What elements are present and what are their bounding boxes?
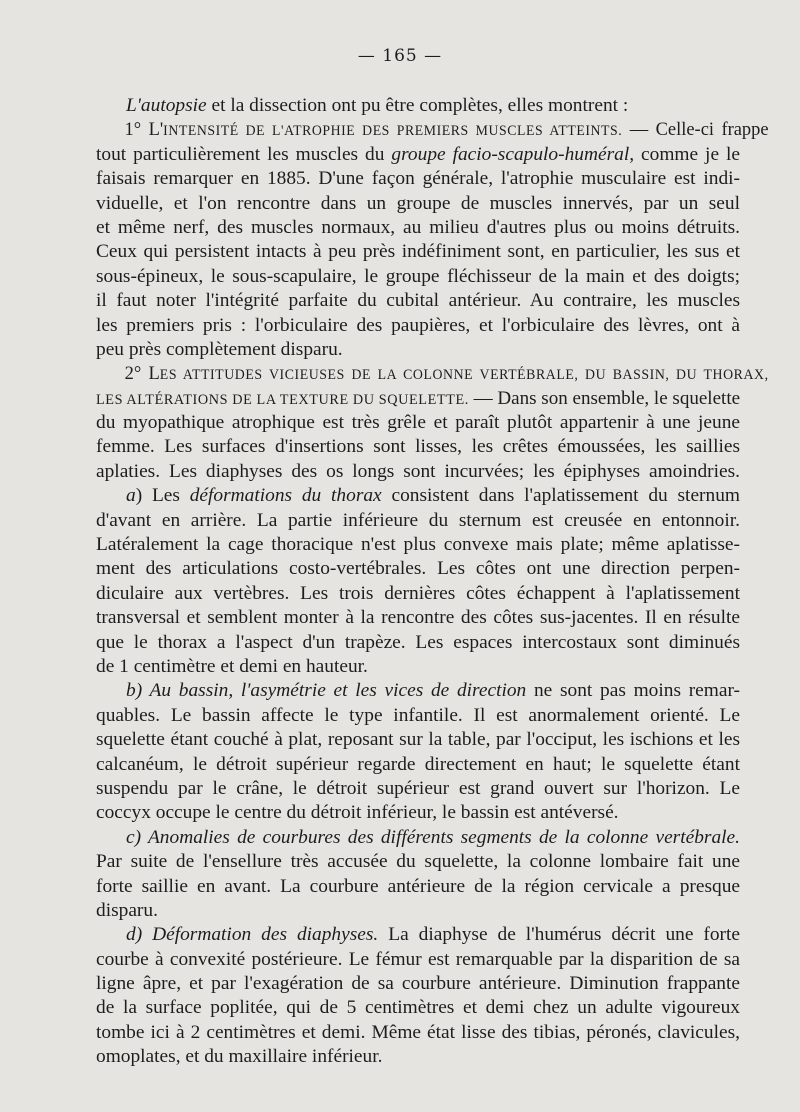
text-line [96, 533, 740, 557]
text-run: de 1 centimètre et demi en hauteur. [96, 655, 368, 677]
text-run: peu près complètement disparu. [96, 338, 343, 360]
text-line [96, 899, 740, 923]
text-line [96, 679, 740, 703]
text-run: Par suite de l'ensellure très accusée du squelette, la colonne lombaire fait une [96, 851, 740, 873]
text-line [96, 972, 740, 996]
text-line [96, 826, 740, 850]
text-run: suspendu par le crâne, le détroit supérieur est grand ouvert sur l'horizon. Le [96, 777, 740, 799]
italic-text: L'autopsie [126, 95, 207, 116]
text-line [96, 289, 740, 313]
text-line [96, 362, 769, 386]
text-line [96, 875, 740, 899]
text-run: quables. Le bassin affecte le type infantile. Il est anormalement orienté. Le [96, 704, 740, 726]
text-line [96, 923, 740, 947]
text-line [96, 265, 740, 289]
italic-text: déformations du thorax [189, 485, 382, 507]
text-line [96, 216, 740, 240]
text-run: forte saillie en avant. La courbure antérieure de la région cervicale a presque [96, 875, 740, 897]
text-run: Ceux qui persistent intacts à peu près indéfiniment sont, en particulier, les sus et [96, 241, 740, 263]
text-run: les premiers pris : l'orbiculaire des paupières, et l'orbiculaire des lèvres, ont à [96, 314, 740, 336]
text-run: courbe à convexité postérieure. Le fémur est remarquable par la disparition de sa [96, 948, 740, 970]
text-run: squelette étant couché à plat, reposant sur la table, par l'occiput, les ischions et les [96, 729, 740, 751]
small-caps-heading: LES ALTÉRATIONS DE LA TEXTURE DU SQUELETTE. [96, 391, 469, 408]
text-run: il faut noter l'intégrité parfaite du cubital antérieur. Au contraire, les muscles [96, 290, 740, 312]
text-run: transversal et semblent monter à la rencontre des côtes sus-jacentes. Il en résulte [96, 607, 740, 629]
text-run: 1° L' [124, 119, 164, 141]
text-line [96, 728, 740, 752]
text-run: diculaire aux vertèbres. Les trois dernières côtes échappent à l'aplatissement [96, 582, 740, 604]
text-line [96, 948, 740, 972]
italic-text: a [126, 485, 136, 507]
text-line [96, 435, 740, 459]
text-run: tout particulièrement les muscles du [96, 143, 392, 165]
text-line [96, 557, 740, 581]
small-caps-heading: ES ATTITUDES VICIEUSES DE LA COLONNE VERTÉBRALE, DU BASSIN, DU THORAX, [159, 367, 769, 384]
text-run: consistent dans l'aplatissement du sternum [381, 485, 740, 507]
text-line [96, 387, 740, 411]
text-line [96, 167, 740, 191]
text-line [96, 143, 740, 167]
text-line [96, 850, 740, 874]
text-line [96, 94, 740, 118]
text-run: femme. Les surfaces d'insertions sont lisses, les crêtes émoussées, les saillies [96, 436, 740, 458]
text-run: sous-épineux, le sous-scapulaire, le groupe fléchisseur de la main et des doigts; [96, 265, 740, 287]
body-text [96, 94, 769, 1070]
italic-text: c) Anomalies de courbures des différents segments de la colonne vertébrale. [126, 826, 740, 848]
italic-text: b) Au bassin, l'asymétrie et les vices de direction [126, 680, 527, 702]
text-run: omoplates, et du maxillaire inférieur. [96, 1046, 383, 1068]
text-line [96, 338, 740, 362]
text-line [96, 655, 740, 679]
text-run: La diaphyse de l'humérus décrit une forte [378, 924, 741, 946]
text-run: tombe ici à 2 centimètres et demi. Même état lisse des tibias, péronés, clavicules, [96, 1021, 740, 1043]
text-run: coccyx occupe le centre du détroit inférieur, le bassin est antéversé. [96, 802, 619, 824]
page-number: — 165 — [357, 46, 443, 66]
text-run: de la surface poplitée, qui de 5 centimètres et demi chez un adulte vigoureux [96, 997, 740, 1019]
text-run: et même nerf, des muscles normaux, au milieu d'autres plus ou moins détruits. [96, 216, 740, 238]
text-run: comme je le [634, 143, 740, 165]
text-line [96, 996, 740, 1020]
italic-text: d) Déformation des diaphyses. [126, 924, 379, 946]
text-line [96, 753, 740, 777]
text-line [96, 606, 740, 630]
text-run: calcanéum, le détroit supérieur regarde directement en haut; le squelette étant [96, 753, 740, 775]
text-run: disparu. [96, 899, 158, 921]
text-line [96, 801, 740, 825]
text-line [96, 509, 740, 533]
text-run: ligne âpre, et par l'exagération de sa courbure antérieure. Diminution frappante [96, 973, 740, 995]
text-run: ment des articulations costo-vertébrales. Les côtes ont une direction perpen- [96, 558, 740, 580]
italic-text: groupe facio-scapulo-huméral, [391, 143, 635, 165]
text-run: d'avant en arrière. La partie inférieure du sternum est creusée en entonnoir. [96, 509, 740, 531]
text-line [96, 411, 740, 435]
text-line [96, 460, 740, 484]
text-line [96, 777, 740, 801]
text-run: faisais remarquer en 1885. D'une façon générale, l'atrophie musculaire est indi- [96, 168, 740, 190]
text-run: Latéralement la cage thoracique n'est plus convexe mais plate; même aplatisse- [96, 534, 740, 556]
text-run: ) Les [135, 485, 190, 507]
text-run: viduelle, et l'on rencontre dans un groupe de muscles innervés, par un seul [96, 192, 740, 214]
text-line [96, 631, 740, 655]
text-run: aplaties. Les diaphyses des os longs sont incurvées; les épiphyses amoindries. [96, 460, 740, 482]
text-run: que le thorax a l'aspect d'un trapèze. Les espaces intercostaux sont diminués [96, 631, 740, 653]
text-line [96, 314, 740, 338]
small-caps-heading: INTENSITÉ DE L'ATROPHIE DES PREMIERS MUSCLES ATTEINTS. [163, 123, 623, 140]
text-run: 2° L [124, 363, 160, 385]
text-line [96, 240, 740, 264]
text-run: — Celle-ci frappe [622, 119, 769, 141]
text-line [96, 582, 740, 606]
text-line [96, 484, 740, 508]
text-line [96, 1021, 740, 1045]
text-run: ne sont pas moins remar- [526, 680, 740, 702]
text-line [96, 1045, 740, 1069]
text-line [96, 118, 769, 142]
text-run: et la dissection ont pu être complètes, elles montrent : [206, 95, 629, 116]
text-line [96, 192, 740, 216]
text-run: du myopathique atrophique est très grêle et paraît plutôt appartenir à une jeune [96, 412, 740, 434]
text-run: — Dans son ensemble, le squelette [468, 387, 741, 409]
text-line [96, 704, 740, 728]
